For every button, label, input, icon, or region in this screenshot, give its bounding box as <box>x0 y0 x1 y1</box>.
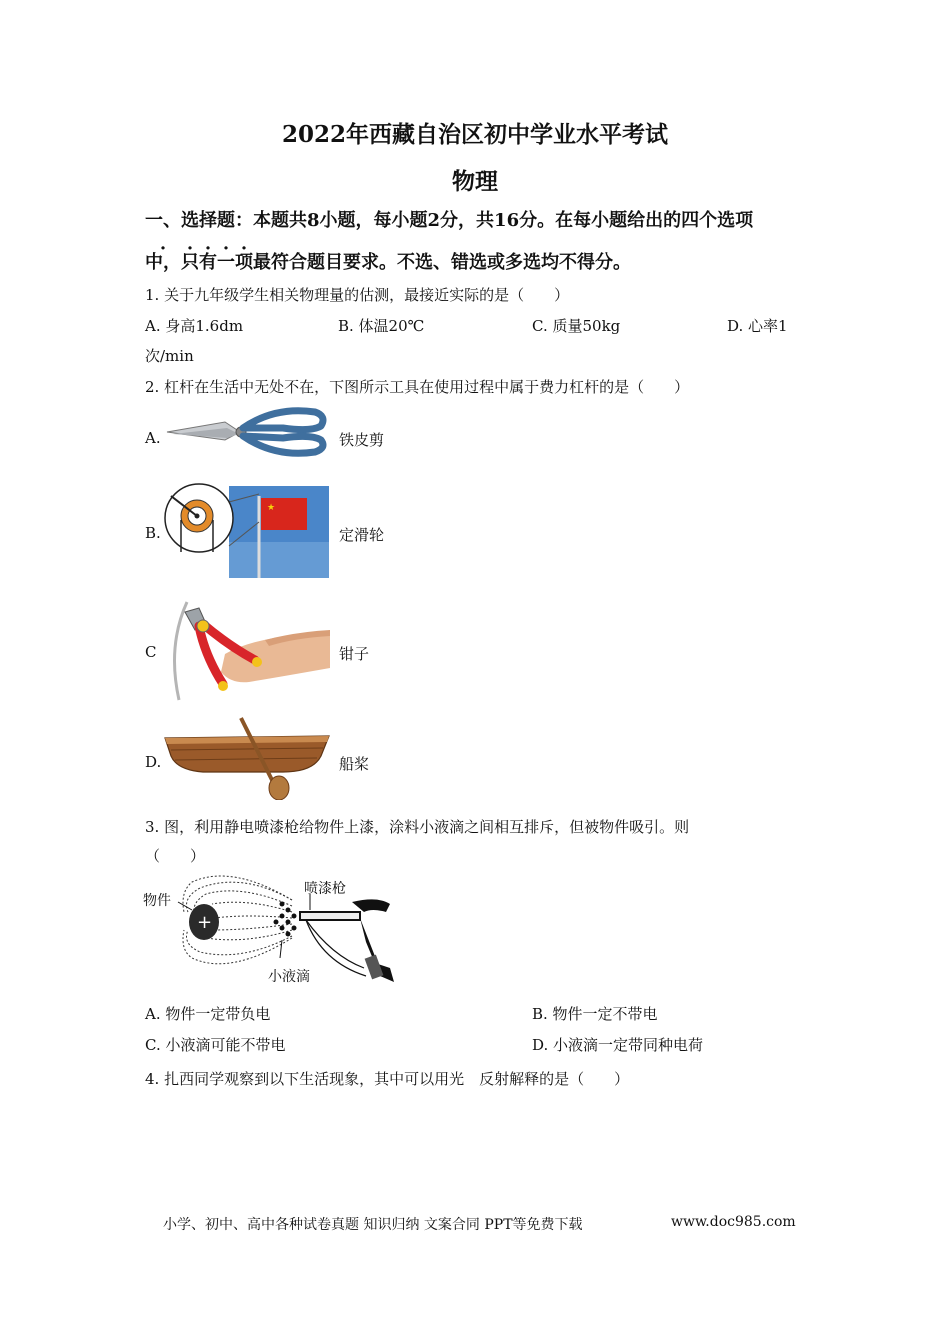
svg-text:★: ★ <box>267 503 276 513</box>
question-1-option-d-wrap: 次/min <box>145 347 194 365</box>
question-3-stem-cont: （ ） <box>145 847 206 865</box>
option-b-label: 定滑轮 <box>339 526 385 544</box>
option-a-label: 铁皮剪 <box>339 431 385 449</box>
tin-snips-image <box>165 398 330 466</box>
question-3-option-d: D. 小液滴一定带同种电荷 <box>532 1036 704 1054</box>
emphasis-char: 只 <box>181 252 199 273</box>
subject-title: 物理 <box>452 168 498 195</box>
diagram-label-object: 物件 <box>143 893 171 909</box>
svg-text:+: + <box>197 912 213 933</box>
question-3-option-a: A. 物件一定带负电 <box>145 1005 271 1023</box>
section-heading-prefix: 中， · <box>145 252 181 273</box>
section-heading-line2 <box>145 248 631 274</box>
question-3-option-b: B. 物件一定不带电 <box>532 1005 658 1023</box>
diagram-label-droplets: 小液滴 <box>268 969 310 985</box>
emphasis-char: 有 <box>199 252 217 273</box>
option-a-letter: A. <box>145 429 161 447</box>
emphasis-char: 一 <box>217 252 235 273</box>
question-1-option-d: D. 心率1 <box>727 317 788 335</box>
option-d-letter: D. <box>145 753 162 771</box>
option-d-label: 船桨 <box>339 755 370 773</box>
question-3-stem: 3. 图，利用静电喷漆枪给物件上漆，涂料小液滴之间相互排斥，但被物件吸引。则 <box>145 818 690 836</box>
footer-link[interactable]: www.doc985.com <box>671 1214 796 1230</box>
pliers-image <box>165 596 330 704</box>
question-1-option-a: A. 身高1.6dm <box>145 317 244 335</box>
question-1-option-b: B. 体温20℃ <box>338 317 425 335</box>
question-2-stem: 2. 杠杆在生活中无处不在，下图所示工具在使用过程中属于费力杠杆的是（ ） <box>145 378 690 396</box>
question-1-option-c: C. 质量50kg <box>532 317 621 335</box>
option-c-label: 钳子 <box>339 645 370 663</box>
boat-paddle-image <box>163 716 333 800</box>
option-b-letter: B. <box>145 524 161 542</box>
option-c-letter: C <box>145 643 157 661</box>
emphasis-char: 项 <box>235 252 253 273</box>
exam-title: 2022年西藏自治区初中学业水平考试 <box>281 121 668 148</box>
section-heading-line1: 一、选择题：本题共8小题，每小题2分，共16分。在每小题给出的四个选项 <box>145 210 754 231</box>
diagram-label-spray-gun: 喷漆枪 <box>304 881 346 897</box>
footer-text: 小学、初中、高中各种试卷真题 知识归纳 文案合同 PPT等免费下载 <box>163 1217 583 1233</box>
question-3-option-c: C. 小液滴可能不带电 <box>145 1036 286 1054</box>
question-4-stem: 4. 扎西同学观察到以下生活现象，其中可以用光 反射解释的是（ ） <box>145 1070 630 1088</box>
fixed-pulley-flag-image <box>163 482 331 580</box>
question-1-stem: 1. 关于九年级学生相关物理量的估测，最接近实际的是（ ） <box>145 286 570 304</box>
section-heading-suffix: 最符合题目要求。不选、错选或多选均不得分。 <box>253 252 631 273</box>
